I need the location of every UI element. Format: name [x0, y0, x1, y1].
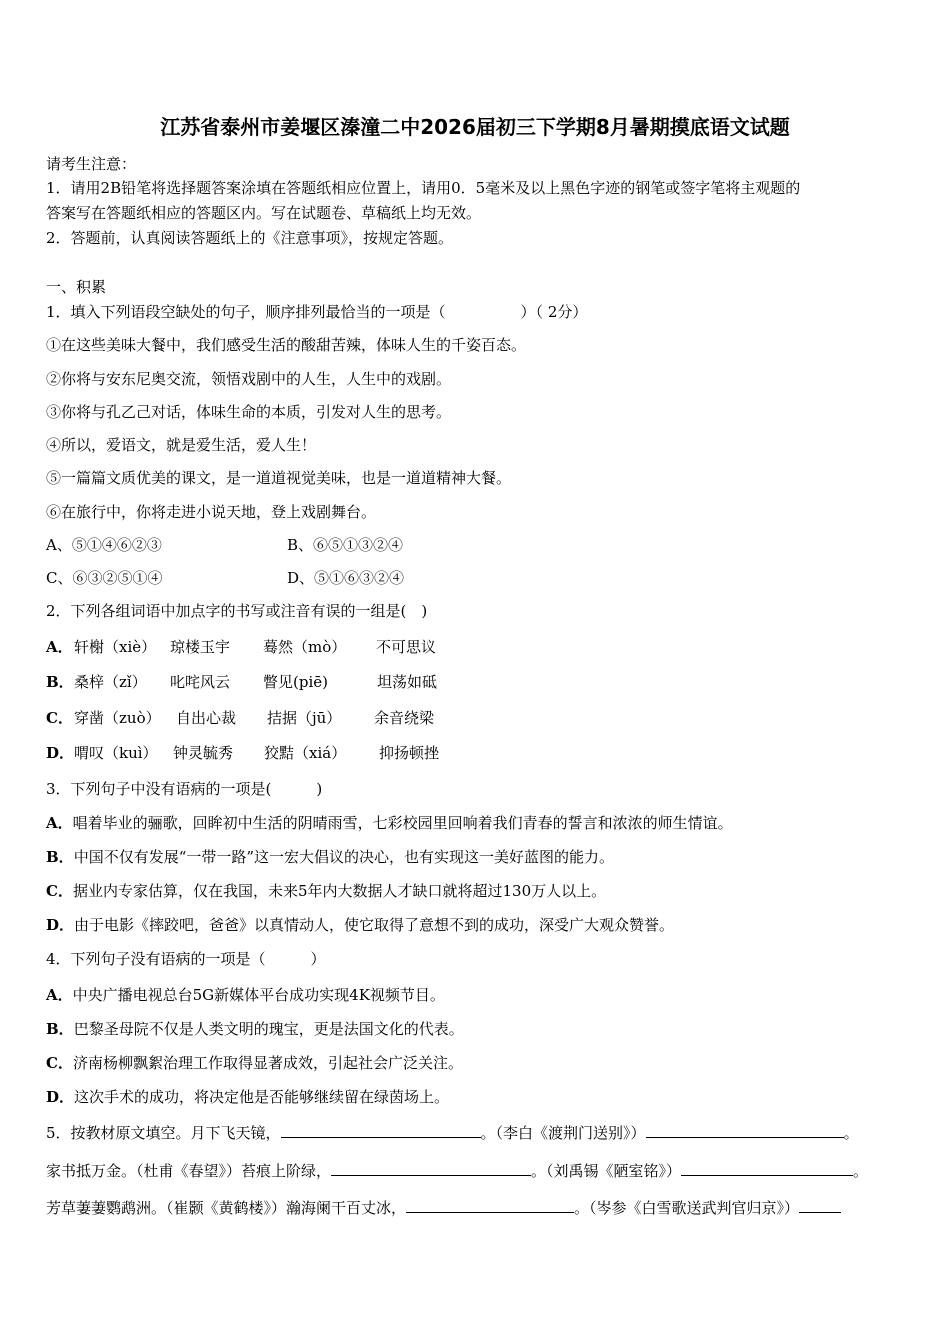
q1-sentence: ①在这些美味大餐中，我们感受生活的酸甜苦辣，体味人生的千姿百态。 — [46, 336, 527, 354]
option-text: 济南杨柳飘絮治理工作取得显著成效，引起社会广泛关注。 — [72, 1054, 463, 1072]
q1-sentence: ⑥在旅行中，你将走进小说天地，登上戏剧舞台。 — [46, 503, 377, 521]
word: 喟叹（kuì） — [74, 744, 158, 762]
q1-option-b: B、⑥⑤①③②④ — [287, 536, 404, 554]
q5-text: 。（刘禹锡《陋室铭》） — [531, 1162, 682, 1180]
option-letter: B． — [46, 673, 74, 691]
q2-option-c — [46, 708, 435, 728]
section-heading: 一、积累 — [46, 278, 107, 296]
q1-stem: 1．填入下列语段空缺处的句子，顺序排列最恰当的一项是（ ）（ 2分） — [46, 303, 588, 321]
option-letter: B． — [46, 1020, 74, 1038]
q5-line — [46, 1122, 859, 1143]
notice-item: 2．答题前，认真阅读答题纸上的《注意事项》，按规定答题。 — [46, 229, 454, 247]
q4-option-a — [46, 985, 445, 1005]
q5-text: 。（李白《渡荆门送别》） — [480, 1124, 646, 1142]
q3-option-d — [46, 915, 674, 935]
answer-blank[interactable] — [799, 1197, 841, 1213]
option-text: 由于电影《摔跤吧，爸爸》以真情动人，使它取得了意想不到的成功，深受广大观众赞誉。 — [74, 916, 675, 934]
notice-item: 1．请用2B铅笔将选择题答案涂填在答题纸相应位置上，请用0．5毫米及以上黑色字迹的钢笔或签字笔将主观题的 — [46, 179, 801, 197]
word: 狡黠（xiá） — [264, 744, 347, 762]
answer-blank[interactable] — [681, 1160, 853, 1176]
q1-sentence: ②你将与安东尼奥交流，领悟戏剧中的人生，人生中的戏剧。 — [46, 370, 452, 388]
option-letter: A． — [46, 814, 73, 832]
option-text: 中国不仅有发展“一带一路”这一宏大倡议的决心，也有实现这一美好蓝图的能力。 — [73, 848, 615, 866]
option-letter: B． — [46, 848, 74, 866]
q1-option-a: A、⑤①④⑥②③ — [46, 536, 162, 554]
option-text: 这次手术的成功，将决定他是否能够继续留在绿茵场上。 — [74, 1088, 450, 1106]
option-text: 唱着毕业的骊歌，回眸初中生活的阴晴雨雪，七彩校园里回响着我们青春的誓言和浓浓的师生情谊。 — [72, 814, 733, 832]
q3-option-a — [46, 813, 733, 833]
q5-text: 。（岑参《白雪歌送武判官归京》） — [574, 1199, 800, 1217]
word: 拮据（jū） — [267, 709, 342, 727]
notice-heading: 请考生注意： — [46, 155, 137, 173]
q4-stem: 4．下列句子没有语病的一项是（ ） — [46, 950, 326, 968]
option-letter: C． — [46, 1054, 73, 1072]
q4-option-c — [46, 1053, 463, 1073]
word: 穿凿（zuò） — [74, 709, 161, 727]
word: 不可思议 — [376, 638, 437, 656]
q1-option-c: C、⑥③②⑤①④ — [46, 569, 163, 587]
option-letter: D． — [46, 744, 75, 762]
page-title: 江苏省泰州市姜堰区溱潼二中2026届初三下学期8月暑期摸底语文试题 — [160, 115, 790, 139]
q4-option-d — [46, 1087, 449, 1107]
answer-blank[interactable] — [406, 1197, 574, 1213]
word: 桑梓（zǐ） — [74, 673, 147, 691]
q5-line — [46, 1160, 868, 1181]
word: 轩榭（xiè） — [74, 638, 157, 656]
q2-stem: 2．下列各组词语中加点字的书写或注音有误的一组是( ) — [46, 602, 428, 620]
q1-sentence: ③你将与孔乙己对话，体味生命的本质，引发对人生的思考。 — [46, 403, 452, 421]
answer-blank[interactable] — [281, 1122, 481, 1138]
q2-option-b — [46, 672, 438, 692]
word: 瞥见(piē) — [263, 673, 328, 691]
q5-text: 芳草萋萋鹦鹉洲。（崔颢《黄鹤楼》）瀚海阑干百丈冰， — [46, 1199, 407, 1217]
word: 钟灵毓秀 — [173, 744, 234, 762]
option-text: 据业内专家估算，仅在我国，未来5年内大数据人才缺口就将超过130万人以上。 — [72, 882, 607, 900]
q4-option-b — [46, 1019, 464, 1039]
word: 蓦然（mò） — [263, 638, 347, 656]
q1-sentence: ⑤一篇篇文质优美的课文，是一道道视觉美味，也是一道道精神大餐。 — [46, 469, 512, 487]
word: 叱咤风云 — [170, 673, 231, 691]
answer-blank[interactable] — [331, 1160, 531, 1176]
option-letter: C． — [46, 709, 73, 727]
answer-blank[interactable] — [646, 1122, 844, 1138]
q2-option-d — [46, 743, 440, 763]
q1-sentence: ④所以，爱语文，就是爱生活，爱人生！ — [46, 436, 317, 454]
q5-text: 5．按教材原文填空。月下飞天镜， — [46, 1124, 281, 1142]
q5-line — [46, 1197, 841, 1218]
word: 坦荡如砥 — [377, 673, 438, 691]
q5-text: 。 — [853, 1162, 869, 1180]
option-letter: A． — [46, 986, 73, 1004]
q3-option-c — [46, 881, 606, 901]
option-letter: D． — [46, 1088, 75, 1106]
option-text: 中央广播电视总台5G新媒体平台成功实现4K视频节目。 — [72, 986, 445, 1004]
notice-item: 答案写在答题纸相应的答题区内。写在试题卷、草稿纸上均无效。 — [46, 204, 482, 222]
word: 余音绕梁 — [374, 709, 435, 727]
q3-stem: 3．下列句子中没有语病的一项是( ) — [46, 780, 323, 798]
word: 自出心裁 — [176, 709, 237, 727]
option-text: 巴黎圣母院不仅是人类文明的瑰宝，更是法国文化的代表。 — [73, 1020, 464, 1038]
word: 抑扬顿挫 — [379, 744, 440, 762]
q2-option-a — [46, 637, 437, 657]
q5-text: 家书抵万金。（杜甫《春望》）苔痕上阶绿， — [46, 1162, 332, 1180]
q3-option-b — [46, 847, 614, 867]
option-letter: D． — [46, 916, 75, 934]
word: 琼楼玉宇 — [170, 638, 231, 656]
q5-text: 。 — [843, 1124, 859, 1142]
option-letter: C． — [46, 882, 73, 900]
option-letter: A． — [46, 638, 73, 656]
q1-option-d: D、⑤①⑥③②④ — [287, 569, 405, 587]
